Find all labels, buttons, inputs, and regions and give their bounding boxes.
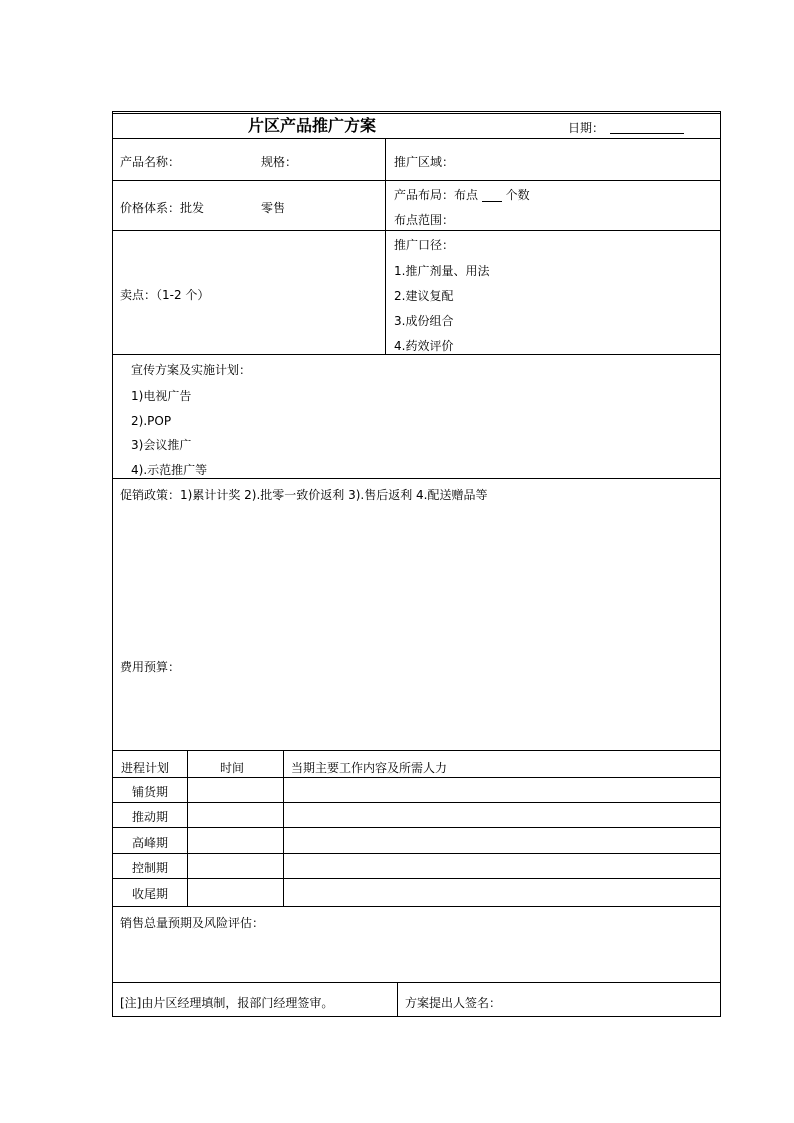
schedule-row-divider xyxy=(112,827,721,828)
caliber-item: 2.建议复配 xyxy=(394,289,454,303)
schedule-col-divider xyxy=(283,751,284,907)
schedule-row-divider xyxy=(112,777,721,778)
spec-label: 规格： xyxy=(261,155,298,169)
caliber-item: 1.推广剂量、用法 xyxy=(394,264,490,278)
promo-plan-item: 2).POP xyxy=(131,414,172,428)
layout-blank[interactable] xyxy=(482,190,502,202)
price-label: 价格体系：批发 xyxy=(120,201,205,215)
title-row-top xyxy=(112,113,721,114)
row-divider xyxy=(112,906,721,907)
promo-plan-item: 1)电视广告 xyxy=(131,389,192,403)
row-divider xyxy=(112,180,721,181)
forecast-label: 销售总量预期及风险评估： xyxy=(120,916,265,930)
row-divider xyxy=(112,230,721,231)
row-divider xyxy=(112,982,721,983)
range-label: 布点范围： xyxy=(394,213,455,227)
product-name-label: 产品名称： xyxy=(120,155,181,169)
schedule-row-phase: 铺货期 xyxy=(132,785,169,799)
row-divider xyxy=(112,478,721,479)
layout-text: 产品布局：布点 xyxy=(394,188,479,202)
row-divider xyxy=(112,354,721,355)
promo-plan-item: 3)会议推广 xyxy=(131,438,192,452)
caliber-title: 推广口径： xyxy=(394,238,455,252)
caliber-item: 4.药效评价 xyxy=(394,339,454,353)
budget-label: 费用预算： xyxy=(120,660,181,674)
schedule-row-phase: 高峰期 xyxy=(132,836,169,850)
date-label: 日期： xyxy=(568,121,605,135)
promo-plan-title: 宣传方案及实施计划： xyxy=(131,363,252,377)
schedule-header-plan: 进程计划 xyxy=(121,761,170,775)
title-row-bottom xyxy=(112,138,721,139)
layout-label xyxy=(394,188,530,202)
column-divider xyxy=(385,138,386,354)
caliber-item: 3.成份组合 xyxy=(394,314,454,328)
schedule-row-phase: 控制期 xyxy=(132,861,169,875)
schedule-header-time: 时间 xyxy=(220,761,245,775)
footer-col-divider xyxy=(397,983,398,1016)
schedule-row-phase: 收尾期 xyxy=(132,887,169,901)
region-label: 推广区域： xyxy=(394,155,455,169)
schedule-row-divider xyxy=(112,802,721,803)
date-field[interactable] xyxy=(610,122,684,134)
schedule-row-divider xyxy=(112,853,721,854)
schedule-header-content: 当期主要工作内容及所需人力 xyxy=(291,761,448,775)
schedule-row-divider xyxy=(112,878,721,879)
schedule-col-divider xyxy=(187,751,188,907)
page-title: 片区产品推广方案 xyxy=(248,116,377,135)
row-divider xyxy=(112,750,721,751)
selling-point-label: 卖点：（1-2 个） xyxy=(120,288,210,302)
schedule-row-phase: 推动期 xyxy=(132,810,169,824)
policy-label: 促销政策：1)累计计奖 2).批零一致价返利 3).售后返利 4.配送赠品等 xyxy=(120,488,488,502)
retail-label: 零售 xyxy=(261,201,286,215)
note-label: [注]由片区经理填制，报部门经理签审。 xyxy=(120,996,334,1010)
proposer-label: 方案提出人签名： xyxy=(405,996,502,1010)
promo-plan-item: 4).示范推广等 xyxy=(131,463,208,477)
count-text: 个数 xyxy=(505,188,530,202)
